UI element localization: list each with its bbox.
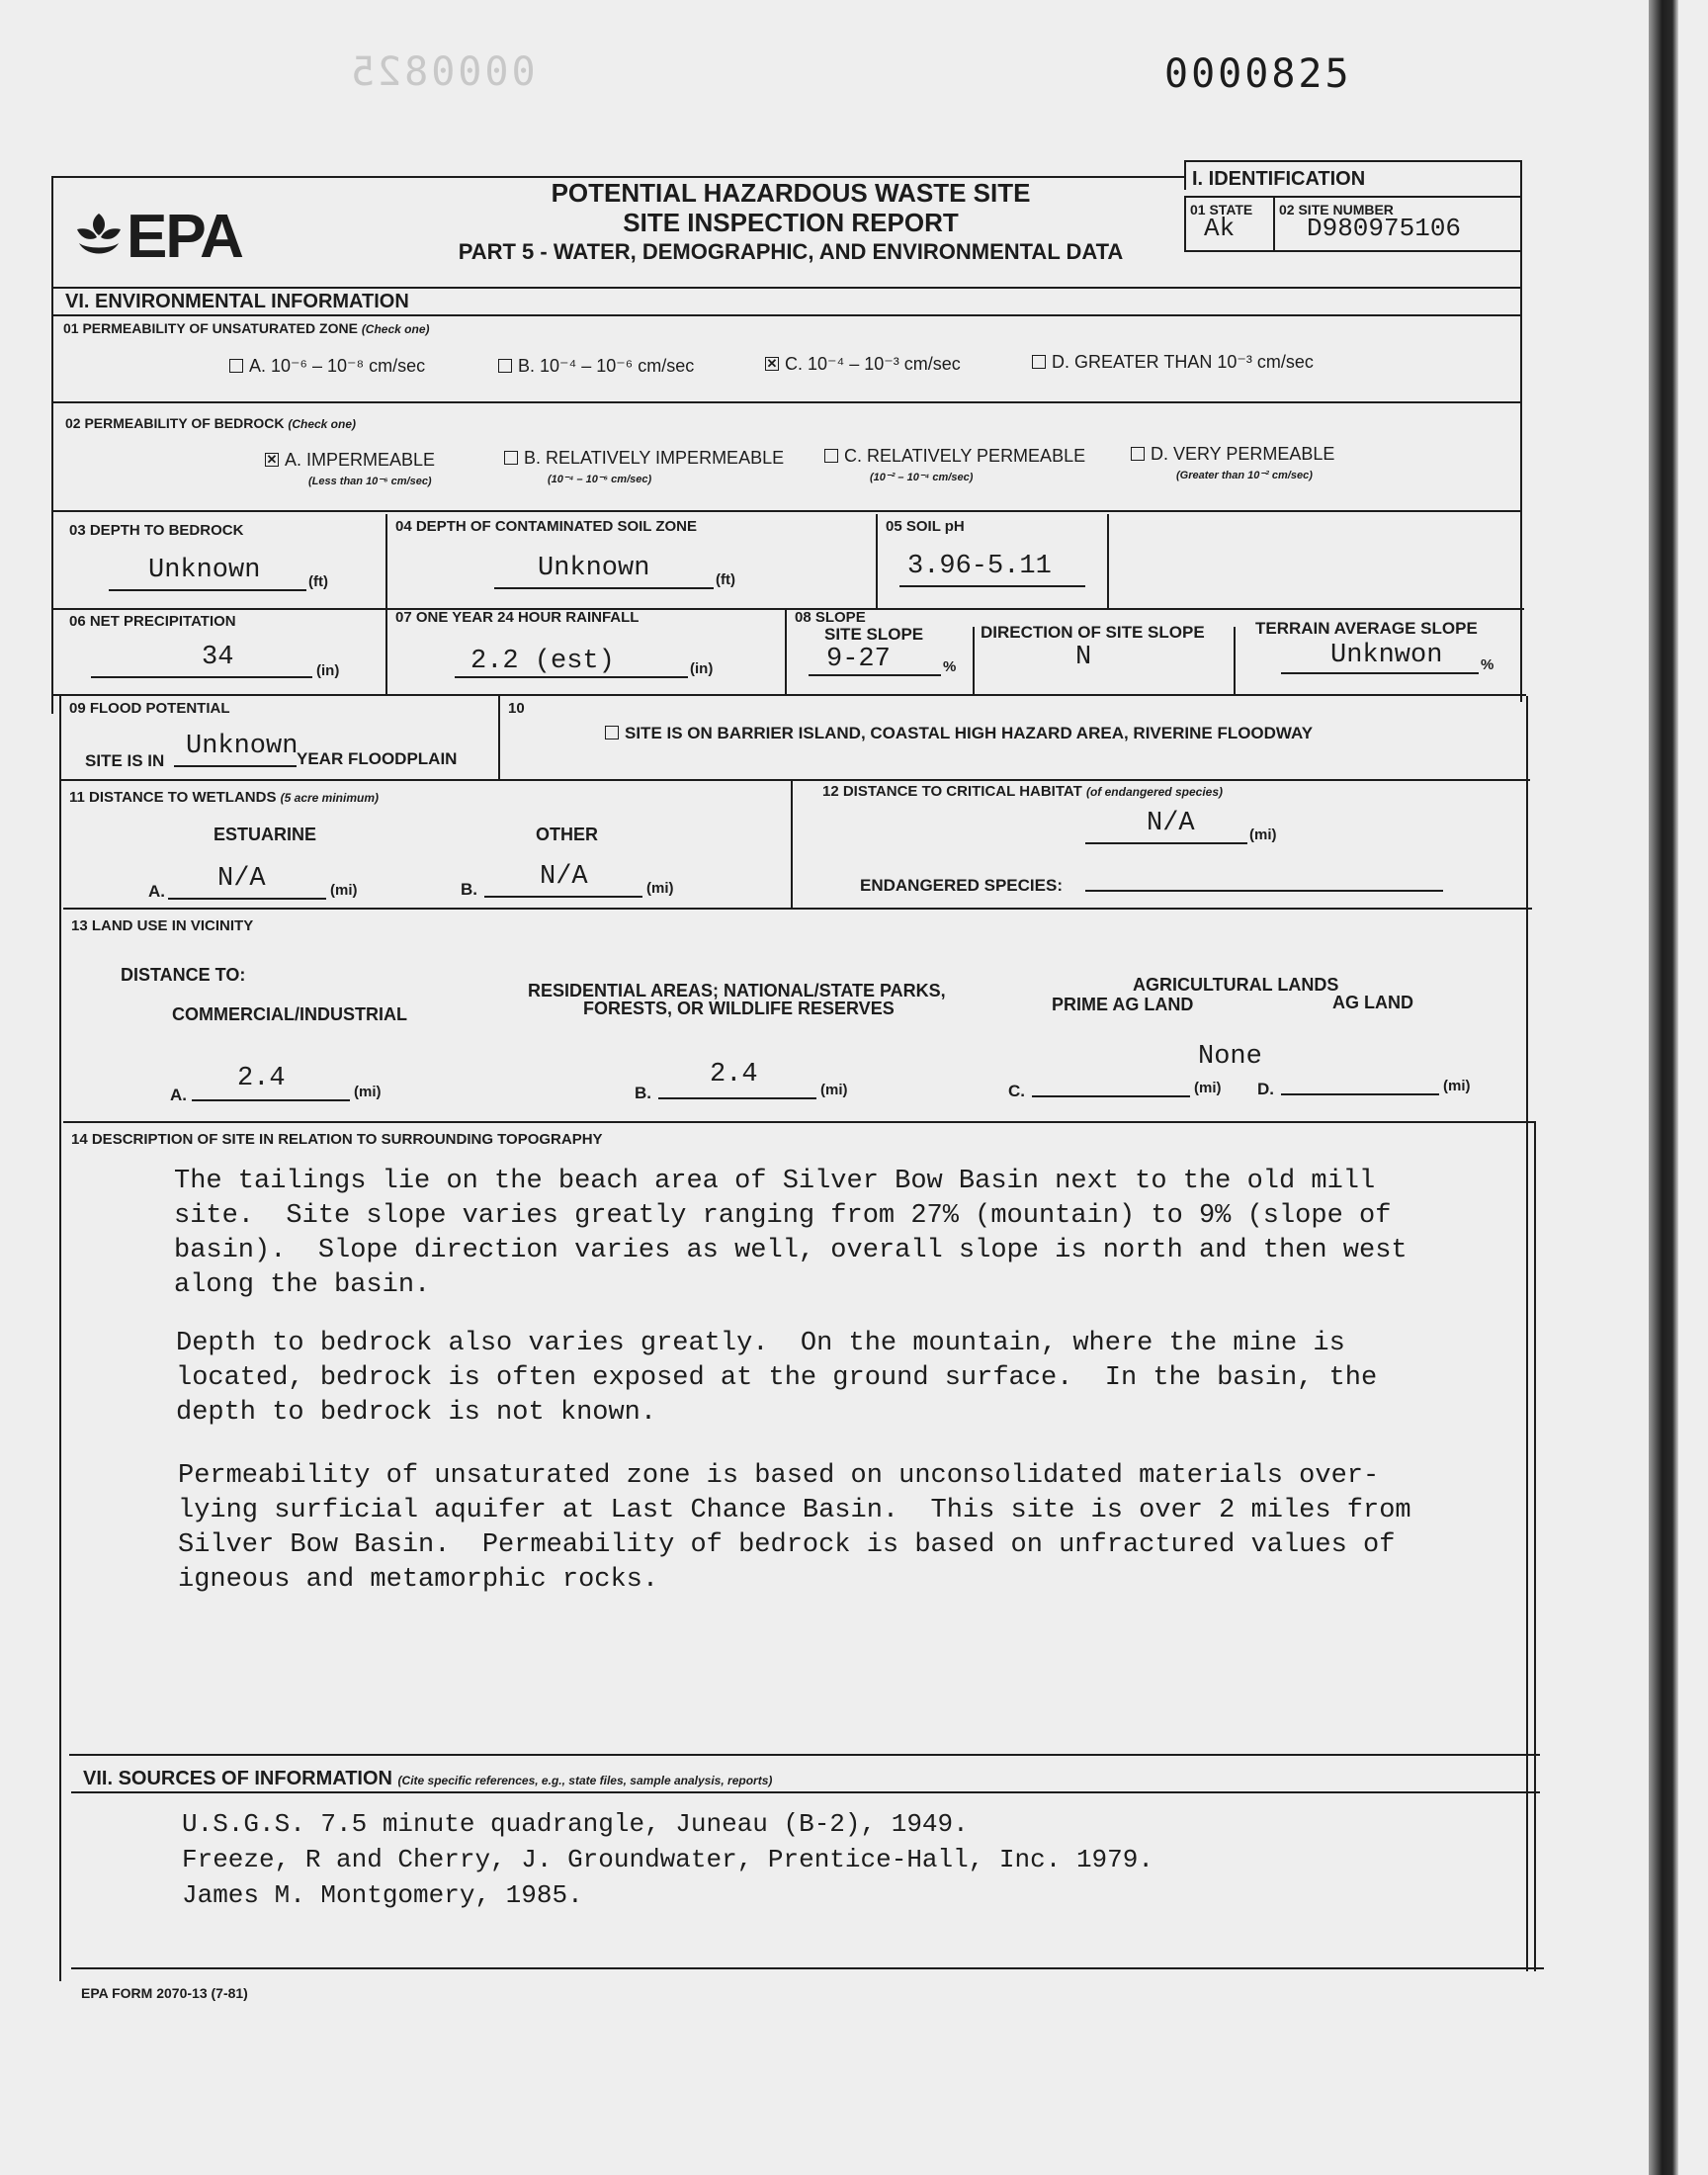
estuarine-unit: (mi): [330, 882, 358, 899]
soil-ph-label: 05 SOIL pH: [886, 518, 965, 535]
unsat-b-checkbox[interactable]: [498, 359, 512, 373]
barrier-island-option[interactable]: SITE IS ON BARRIER ISLAND, COASTAL HIGH HAZARD AREA, RIVERINE FLOODWAY: [605, 724, 1313, 743]
critical-habitat-label: 12 DISTANCE TO CRITICAL HABITAT (of endangered species): [822, 783, 1224, 800]
scanner-edge-shadow: [1649, 0, 1678, 2175]
bedrock-c-checkbox[interactable]: [824, 449, 838, 463]
bedrock-d-range: (Greater than 10⁻² cm/sec): [1176, 470, 1313, 481]
source-item-3: James M. Montgomery, 1985.: [182, 1880, 583, 1910]
unsat-c-checkbox[interactable]: [765, 357, 779, 371]
rainfall-label: 07 ONE YEAR 24 HOUR RAINFALL: [395, 609, 640, 626]
residential-label-line1: RESIDENTIAL AREAS; NATIONAL/STATE PARKS,: [528, 981, 946, 1000]
unsat-option-b[interactable]: B. 10⁻⁴ – 10⁻⁶ cm/sec: [498, 356, 694, 377]
site-description-paragraph-2: Depth to bedrock also varies greatly. On the mountain, where the mine is located, bedrock is often exposed at the ground surface. In the basin, the depth to bedrock is not known.: [176, 1329, 1378, 1428]
state-label: 01 STATE: [1190, 202, 1253, 218]
source-item-1: U.S.G.S. 7.5 minute quadrangle, Juneau (B-2), 1949.: [182, 1809, 969, 1839]
estuarine-distance-value[interactable]: N/A: [217, 864, 266, 894]
form-id: EPA FORM 2070-13 (7-81): [81, 1985, 248, 2001]
bleed-through-number: 0000825: [348, 49, 536, 95]
land-use-c-prefix: C.: [1008, 1082, 1025, 1100]
unsat-option-a[interactable]: A. 10⁻⁶ – 10⁻⁸ cm/sec: [229, 356, 425, 377]
form-title: POTENTIAL HAZARDOUS WASTE SITE: [551, 178, 1031, 208]
depth-bedrock-label: 03 DEPTH TO BEDROCK: [69, 522, 244, 539]
soil-ph-value[interactable]: 3.96-5.11: [907, 552, 1052, 581]
section-vii-heading: VII. SOURCES OF INFORMATION (Cite specific references, e.g., state files, sample analysis, reports): [83, 1768, 773, 1789]
state-value: Ak: [1204, 214, 1236, 243]
depth-soil-value[interactable]: Unknown: [538, 554, 650, 583]
bedrock-b-checkbox[interactable]: [504, 451, 518, 465]
net-precipitation-unit: (in): [316, 662, 340, 679]
site-slope-label: SITE SLOPE: [824, 625, 924, 644]
depth-soil-label: 04 DEPTH OF CONTAMINATED SOIL ZONE: [395, 518, 698, 535]
bedrock-d-checkbox[interactable]: [1131, 447, 1145, 461]
site-description-label: 14 DESCRIPTION OF SITE IN RELATION TO SURROUNDING TOPOGRAPHY: [71, 1131, 603, 1148]
bedrock-option-a[interactable]: ✕A. IMPERMEABLE: [265, 450, 435, 471]
floodplain-suffix: YEAR FLOODPLAIN: [297, 749, 458, 768]
site-number-label: 02 SITE NUMBER: [1279, 202, 1394, 218]
terrain-slope-percent: %: [1481, 656, 1494, 673]
critical-habitat-unit: (mi): [1249, 826, 1277, 843]
other-wetlands-unit: (mi): [646, 880, 674, 897]
critical-habitat-value[interactable]: N/A: [1147, 809, 1195, 838]
site-slope-percent: %: [943, 658, 957, 675]
bedrock-a-checkbox[interactable]: [265, 453, 279, 467]
slope-direction-value[interactable]: N: [1075, 643, 1092, 672]
ag-land-distance-line[interactable]: [1281, 1093, 1439, 1095]
depth-soil-unit: (ft): [716, 571, 735, 588]
slope-direction-label: DIRECTION OF SITE SLOPE: [981, 623, 1205, 642]
bedrock-c-range: (10⁻² – 10⁻⁴ cm/sec): [870, 472, 974, 483]
commercial-distance-value[interactable]: 2.4: [237, 1064, 286, 1093]
bedrock-a-range: (Less than 10⁻⁶ cm/sec): [308, 476, 432, 487]
bedrock-option-c[interactable]: C. RELATIVELY PERMEABLE: [824, 446, 1085, 467]
endangered-species-label: ENDANGERED SPECIES:: [860, 876, 1063, 895]
endangered-species-line[interactable]: [1085, 890, 1443, 892]
unsat-a-checkbox[interactable]: [229, 359, 243, 373]
unsat-option-d[interactable]: D. GREATER THAN 10⁻³ cm/sec: [1032, 352, 1314, 373]
unsat-option-c[interactable]: ✕ C. 10⁻⁴ – 10⁻³ cm/sec: [765, 354, 961, 375]
bedrock-option-b[interactable]: B. RELATIVELY IMPERMEABLE: [504, 448, 784, 469]
depth-bedrock-value[interactable]: Unknown: [148, 556, 261, 585]
rainfall-value[interactable]: 2.2 (est): [470, 647, 615, 676]
land-use-b-prefix: B.: [635, 1084, 651, 1102]
epa-logo-text: EPA: [127, 203, 242, 271]
bedrock-b-range: (10⁻⁴ – 10⁻⁶ cm/sec): [548, 474, 652, 485]
epa-flower-icon: [73, 210, 125, 261]
residential-label-line2: FORESTS, OR WILDLIFE RESERVES: [583, 999, 895, 1018]
land-use-a-prefix: A.: [170, 1086, 187, 1104]
barrier-item-number: 10: [508, 700, 525, 717]
slope-label: 08 SLOPE: [795, 609, 866, 626]
depth-bedrock-unit: (ft): [308, 573, 328, 590]
ag-land-label: AG LAND: [1332, 993, 1413, 1012]
residential-unit: (mi): [820, 1082, 848, 1098]
unsat-d-checkbox[interactable]: [1032, 355, 1046, 369]
site-description-paragraph-1: The tailings lie on the beach area of Silver Bow Basin next to the old mill site. Site slope varies greatly ranging from 27% (mountain) to 9% (slope of basin). Slope direction varies as well, overall slope is north and then west along the basin.: [174, 1167, 1408, 1300]
net-precipitation-label: 06 NET PRECIPITATION: [69, 613, 236, 630]
ag-land-unit: (mi): [1443, 1078, 1471, 1094]
terrain-slope-label: TERRAIN AVERAGE SLOPE: [1255, 619, 1478, 638]
estuarine-label: ESTUARINE: [214, 825, 317, 844]
bedrock-option-d[interactable]: D. VERY PERMEABLE: [1131, 444, 1334, 465]
wetlands-b-prefix: B.: [461, 880, 477, 899]
site-description-paragraph-3: Permeability of unsaturated zone is based on unconsolidated materials over- lying surficial aquifer at Last Chance Basin. This site is over 2 miles from Silver Bow Basin. Permeability of bedrock is based on unfractured values of igneous and metamorphic rocks.: [178, 1461, 1411, 1595]
other-wetlands-label: OTHER: [536, 825, 598, 844]
form-part-title: PART 5 - WATER, DEMOGRAPHIC, AND ENVIRONMENTAL DATA: [458, 239, 1124, 264]
agricultural-lands-label: AGRICULTURAL LANDS: [1133, 975, 1339, 995]
site-slope-value[interactable]: 9-27: [826, 645, 891, 674]
net-precipitation-value[interactable]: 34: [202, 643, 234, 672]
form-subtitle: SITE INSPECTION REPORT: [623, 208, 959, 237]
site-number-value: D980975106: [1307, 214, 1462, 243]
prime-ag-unit: (mi): [1194, 1080, 1222, 1096]
source-item-2: Freeze, R and Cherry, J. Groundwater, Prentice-Hall, Inc. 1979.: [182, 1845, 1153, 1874]
other-wetlands-distance-value[interactable]: N/A: [540, 862, 588, 892]
floodplain-prefix: SITE IS IN: [85, 751, 165, 770]
prime-ag-land-label: PRIME AG LAND: [1052, 995, 1194, 1014]
identification-heading: I. IDENTIFICATION: [1192, 168, 1366, 190]
permeability-unsaturated-label: 01 PERMEABILITY OF UNSATURATED ZONE (Check one): [63, 320, 430, 336]
document-number: 0000825: [1164, 51, 1352, 97]
commercial-label: COMMERCIAL/INDUSTRIAL: [172, 1004, 407, 1024]
rainfall-unit: (in): [690, 660, 714, 677]
prime-ag-distance-value[interactable]: None: [1198, 1042, 1262, 1072]
residential-distance-value[interactable]: 2.4: [710, 1060, 758, 1089]
wetlands-a-prefix: A.: [148, 882, 165, 901]
land-use-d-prefix: D.: [1257, 1080, 1274, 1098]
land-use-label: 13 LAND USE IN VICINITY: [71, 917, 254, 934]
floodplain-value[interactable]: Unknown: [186, 732, 299, 761]
section-vi-heading: VI. ENVIRONMENTAL INFORMATION: [65, 291, 409, 312]
barrier-island-checkbox[interactable]: [605, 726, 619, 740]
wetlands-label: 11 DISTANCE TO WETLANDS (5 acre minimum): [69, 789, 380, 806]
terrain-slope-value[interactable]: Unknwon: [1330, 641, 1443, 670]
permeability-bedrock-label: 02 PERMEABILITY OF BEDROCK (Check one): [65, 415, 357, 431]
commercial-unit: (mi): [354, 1084, 382, 1100]
flood-potential-label: 09 FLOOD POTENTIAL: [69, 700, 230, 717]
distance-to-label: DISTANCE TO:: [121, 965, 246, 985]
